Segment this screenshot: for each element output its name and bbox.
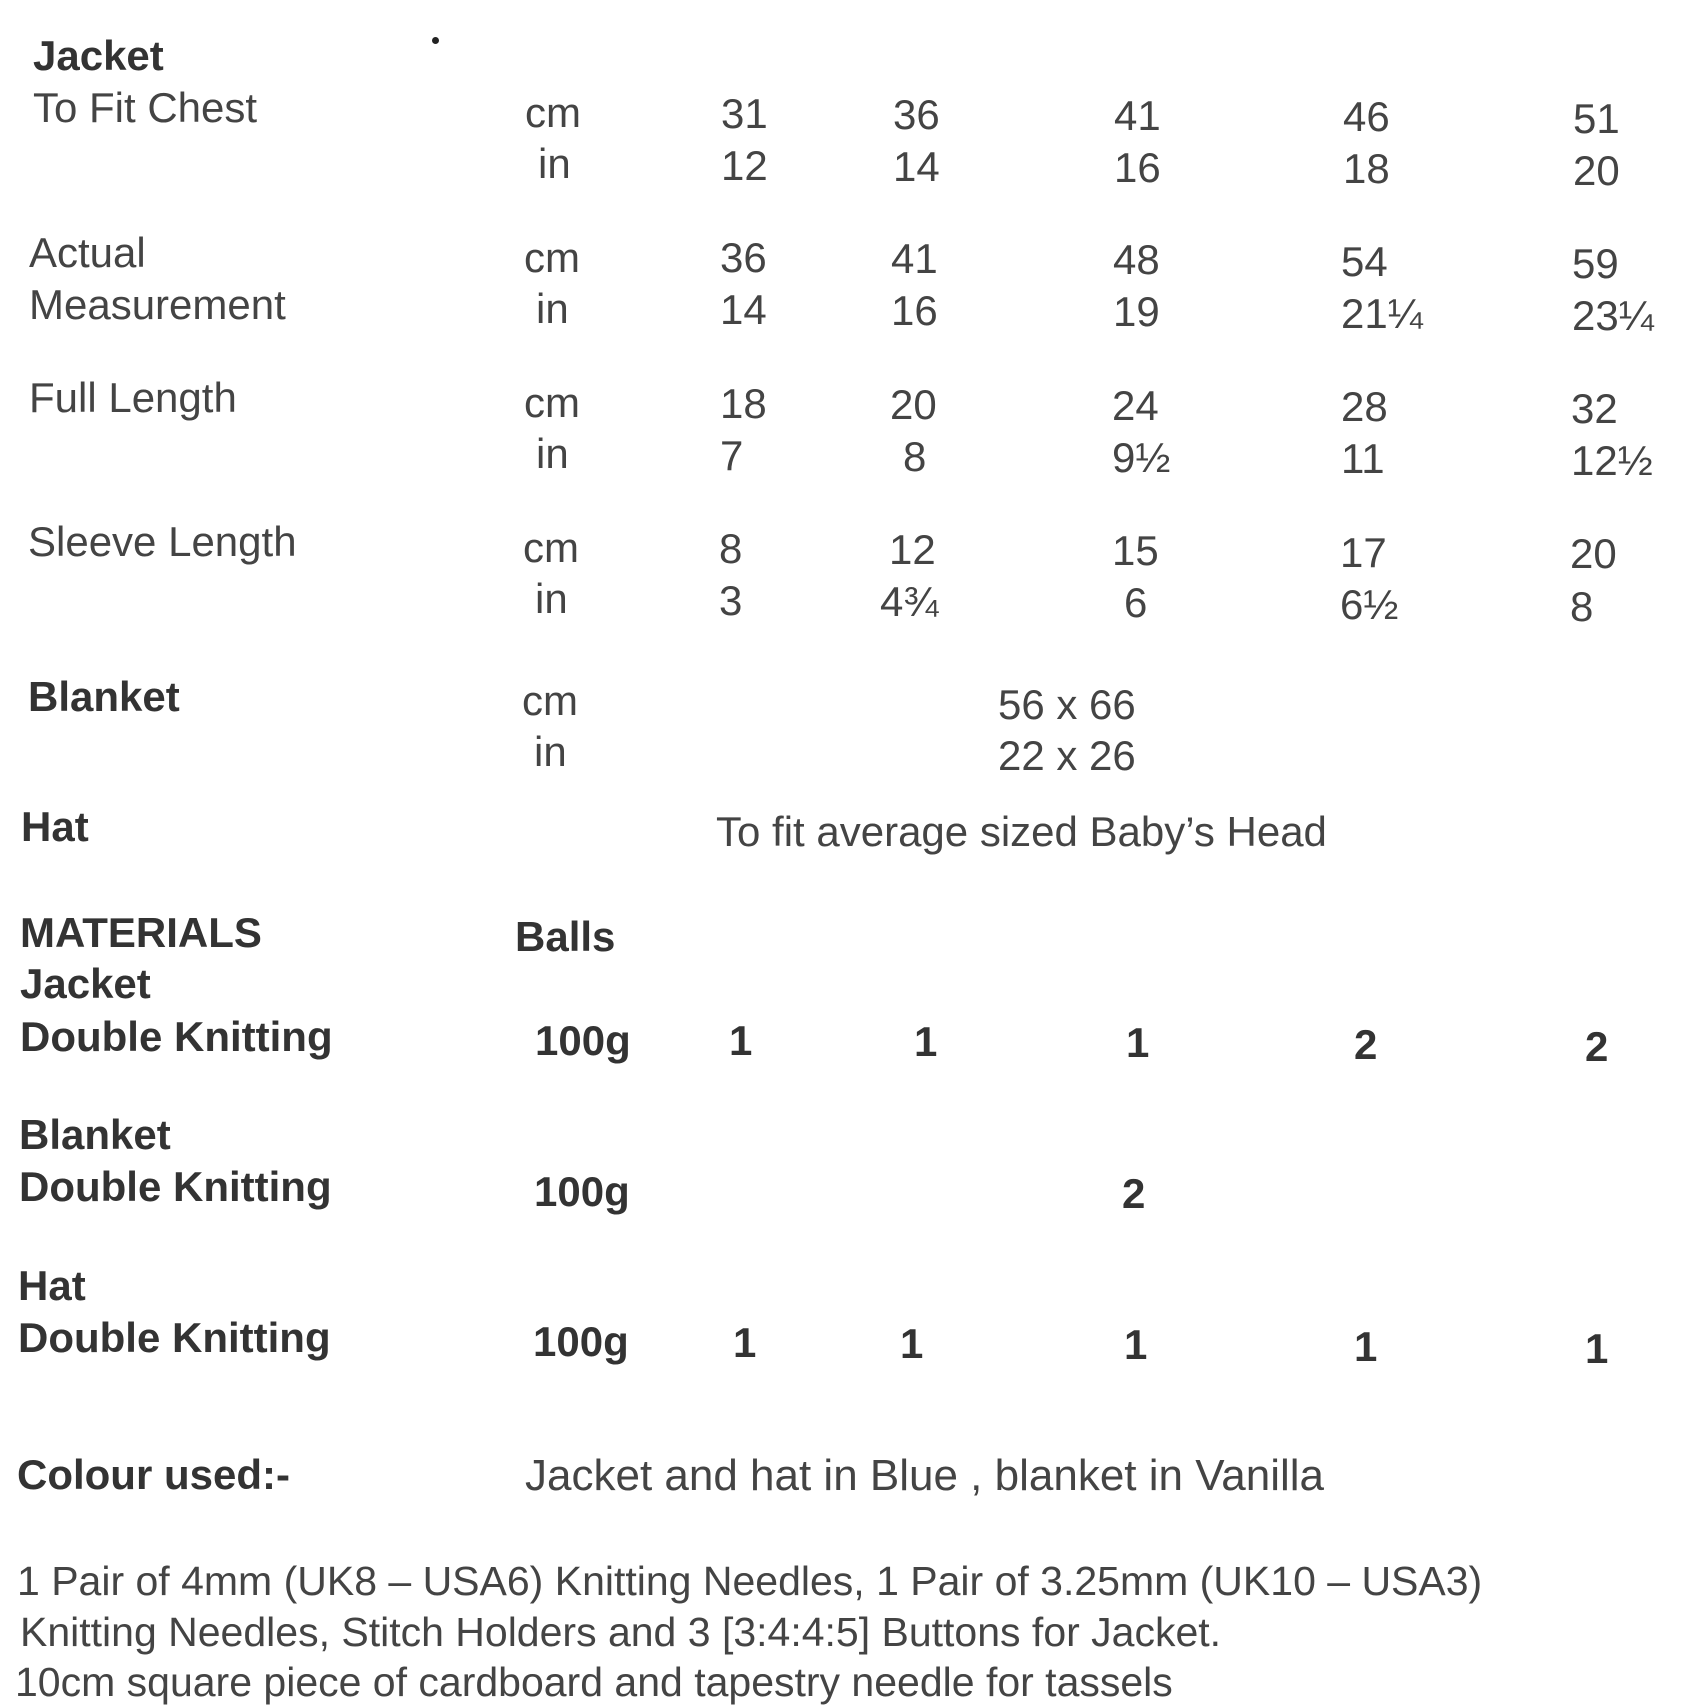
actual-in-size3: 19 (1113, 288, 1160, 335)
materials-jacket-label: Jacket (20, 960, 151, 1007)
sleeve-cm-size2: 12 (889, 526, 936, 573)
actual-in-size2: 16 (891, 287, 938, 334)
sleeve-in-size2: 4¾ (880, 578, 939, 625)
unit-in: in (534, 728, 567, 775)
unit-cm: cm (522, 677, 578, 724)
full-length-cm-size4: 28 (1341, 383, 1388, 430)
chest-in-size4: 18 (1343, 145, 1390, 192)
jacket-balls-size3: 1 (1126, 1019, 1150, 1066)
hat-heading: Hat (21, 803, 89, 850)
unit-in: in (536, 285, 569, 332)
to-fit-chest-label: To Fit Chest (33, 84, 258, 131)
materials-hat-yarn: Double Knitting (18, 1314, 331, 1361)
full-length-in-size5: 12½ (1571, 437, 1653, 484)
full-length-cm-size1: 18 (720, 380, 767, 427)
chest-cm-size5: 51 (1573, 95, 1620, 142)
jacket-balls-size1: 1 (729, 1017, 753, 1064)
colour-value: Jacket and hat in Blue , blanket in Vanilla (525, 1451, 1325, 1500)
unit-in: in (538, 140, 571, 187)
hat-balls-size5: 1 (1585, 1325, 1609, 1372)
chest-cm-size2: 36 (893, 91, 940, 138)
notes-line3: 10cm square piece of cardboard and tapestry needle for tassels (15, 1659, 1173, 1705)
blanket-heading: Blanket (28, 673, 180, 720)
actual-in-size1: 14 (720, 286, 767, 333)
sleeve-in-size1: 3 (719, 577, 743, 624)
full-length-in-size4: 11 (1341, 435, 1385, 482)
actual-measurement-label-line1: Actual (29, 229, 146, 276)
jacket-balls-size5: 2 (1585, 1023, 1609, 1070)
actual-cm-size4: 54 (1341, 238, 1388, 285)
colour-label: Colour used:- (17, 1451, 290, 1498)
full-length-cm-size3: 24 (1112, 382, 1159, 429)
notes-line1: 1 Pair of 4mm (UK8 – USA6) Knitting Needles, 1 Pair of 3.25mm (UK10 – USA3) (17, 1558, 1483, 1604)
hat-balls-size4: 1 (1354, 1323, 1378, 1370)
sleeve-cm-size5: 20 (1570, 530, 1617, 577)
full-length-label: Full Length (29, 374, 237, 421)
chest-cm-size1: 31 (721, 90, 768, 137)
materials-jacket-yarn: Double Knitting (20, 1013, 333, 1060)
unit-in: in (535, 575, 568, 622)
unit-in: in (536, 430, 569, 477)
unit-cm: cm (525, 89, 581, 136)
actual-in-size4: 21¼ (1341, 290, 1423, 337)
materials-blanket-label: Blanket (19, 1111, 171, 1158)
materials-blanket-yarn: Double Knitting (19, 1163, 332, 1210)
materials-hat-label: Hat (18, 1262, 86, 1309)
materials-hat-weight: 100g (533, 1318, 629, 1365)
sleeve-cm-size3: 15 (1112, 527, 1159, 574)
actual-cm-size5: 59 (1572, 240, 1619, 287)
chest-in-size1: 12 (721, 142, 768, 189)
jacket-heading: Jacket (33, 32, 164, 79)
materials-jacket-weight: 100g (535, 1017, 631, 1064)
jacket-balls-size2: 1 (914, 1018, 938, 1065)
unit-cm: cm (524, 379, 580, 426)
chest-cm-size4: 46 (1343, 93, 1390, 140)
chest-in-size3: 16 (1114, 144, 1161, 191)
full-length-in-size2: 8 (903, 433, 927, 480)
hat-balls-size1: 1 (733, 1319, 757, 1366)
blanket-size-in: 22 x 26 (998, 732, 1136, 779)
sleeve-in-size3: 6 (1124, 579, 1148, 626)
sleeve-cm-size4: 17 (1340, 529, 1387, 576)
full-length-in-size1: 7 (720, 432, 744, 479)
sleeve-in-size5: 8 (1570, 583, 1594, 630)
chest-cm-size3: 41 (1114, 92, 1161, 139)
sleeve-in-size4: 6½ (1340, 581, 1399, 628)
materials-blanket-weight: 100g (534, 1168, 630, 1215)
full-length-cm-size2: 20 (890, 381, 937, 428)
materials-heading: MATERIALS (20, 909, 262, 956)
blanket-size-cm: 56 x 66 (998, 681, 1136, 728)
unit-cm: cm (523, 524, 579, 571)
actual-cm-size3: 48 (1113, 236, 1160, 283)
unit-cm: cm (524, 234, 580, 281)
scan-speck (432, 37, 439, 44)
hat-balls-size3: 1 (1124, 1321, 1148, 1368)
full-length-cm-size5: 32 (1571, 385, 1618, 432)
sleeve-length-label: Sleeve Length (28, 518, 297, 565)
hat-size-text: To fit average sized Baby’s Head (716, 808, 1327, 855)
chest-in-size5: 20 (1573, 147, 1620, 194)
blanket-balls: 2 (1122, 1170, 1146, 1217)
balls-label: Balls (515, 913, 616, 960)
notes-line2: Knitting Needles, Stitch Holders and 3 [3:4:4:5] Buttons for Jacket. (20, 1609, 1222, 1655)
actual-measurement-label-line2: Measurement (29, 281, 286, 328)
hat-balls-size2: 1 (900, 1320, 924, 1367)
full-length-in-size3: 9½ (1112, 434, 1171, 481)
chest-in-size2: 14 (893, 143, 940, 190)
sleeve-cm-size1: 8 (719, 525, 743, 572)
jacket-balls-size4: 2 (1354, 1021, 1378, 1068)
actual-cm-size2: 41 (891, 235, 938, 282)
actual-in-size5: 23¼ (1572, 292, 1654, 339)
actual-cm-size1: 36 (720, 234, 767, 281)
